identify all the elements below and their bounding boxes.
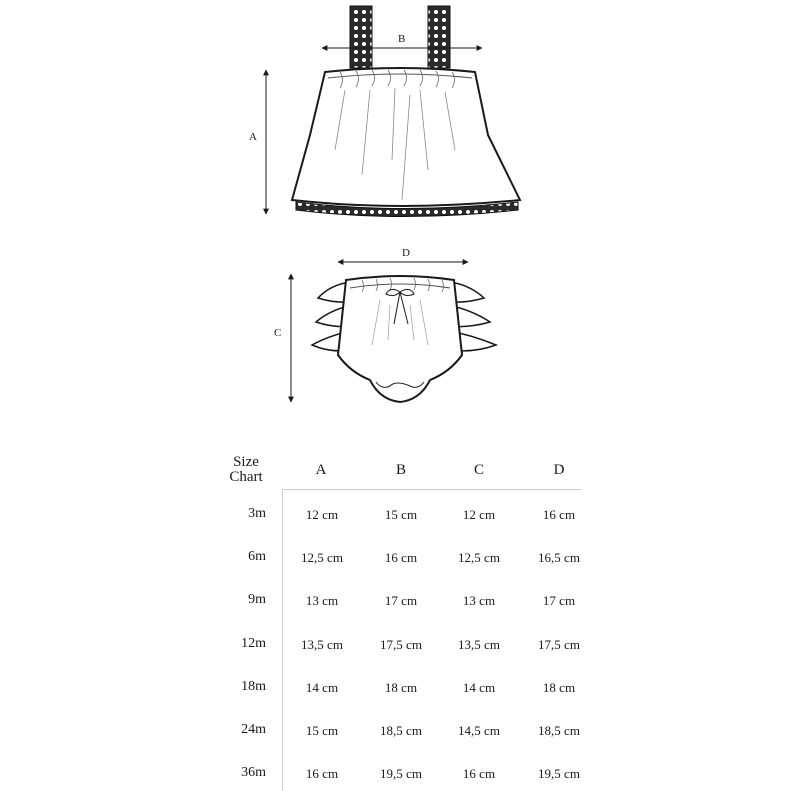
table-cell: 18 cm [384,679,418,695]
size-label: 3m [248,506,266,521]
table-cell: 19,5 cm [538,766,580,782]
dimension-label-c: C [274,327,282,339]
table-cell: 17 cm [542,593,576,609]
table-cell: 16 cm [462,766,496,782]
size-label: 18m [241,678,266,694]
table-cell: 12,5 cm [301,550,343,566]
table-cell: 18 cm [542,679,576,695]
dimension-label-b: B [398,33,406,45]
size-chart-heading-line2: Chart [229,469,263,485]
table-cell: 17,5 cm [380,636,422,652]
table-cell: 18,5 cm [538,723,580,738]
table-cell: 15 cm [384,507,418,522]
table-cell: 16 cm [305,766,339,782]
table-cell: 12,5 cm [458,550,500,566]
table-cell: 17 cm [384,593,418,609]
dimension-label-a: A [249,131,257,143]
size-label: 9m [248,592,266,608]
dimension-label-d: D [402,247,410,259]
table-cell: 13 cm [462,593,496,609]
table-header-divider [282,489,582,490]
column-header-b: B [395,462,406,478]
left-strap [350,6,372,68]
column-header-c: C [473,462,484,478]
table-cell: 14 cm [305,679,339,695]
table-cell: 17,5 cm [538,636,580,652]
table-cell: 15 cm [305,723,339,738]
table-cell: 12 cm [305,507,339,522]
size-label: 12m [241,635,266,651]
table-cell: 12 cm [462,507,496,522]
size-label: 24m [241,722,266,737]
table-cell: 13,5 cm [301,636,343,652]
table-cell: 14,5 cm [458,723,500,738]
size-chart-heading-line1: Size [233,454,259,470]
table-cell: 19,5 cm [380,766,422,782]
table-cell: 14 cm [462,679,496,695]
table-cell: 13,5 cm [458,636,500,652]
table-cell: 13 cm [305,593,339,609]
column-header-a: A [315,462,327,478]
bloomer-drawing [291,262,496,402]
table-cell: 18,5 cm [380,723,422,738]
size-label: 36m [241,765,266,781]
size-chart-heading [218,455,274,485]
column-header-d: D [553,462,565,478]
size-label: 6m [248,549,266,565]
right-strap [428,6,450,68]
top-garment-drawing [266,6,520,217]
table-cell: 16,5 cm [538,550,580,566]
table-cell: 16 cm [384,550,418,566]
table-cell: 16 cm [542,507,576,522]
